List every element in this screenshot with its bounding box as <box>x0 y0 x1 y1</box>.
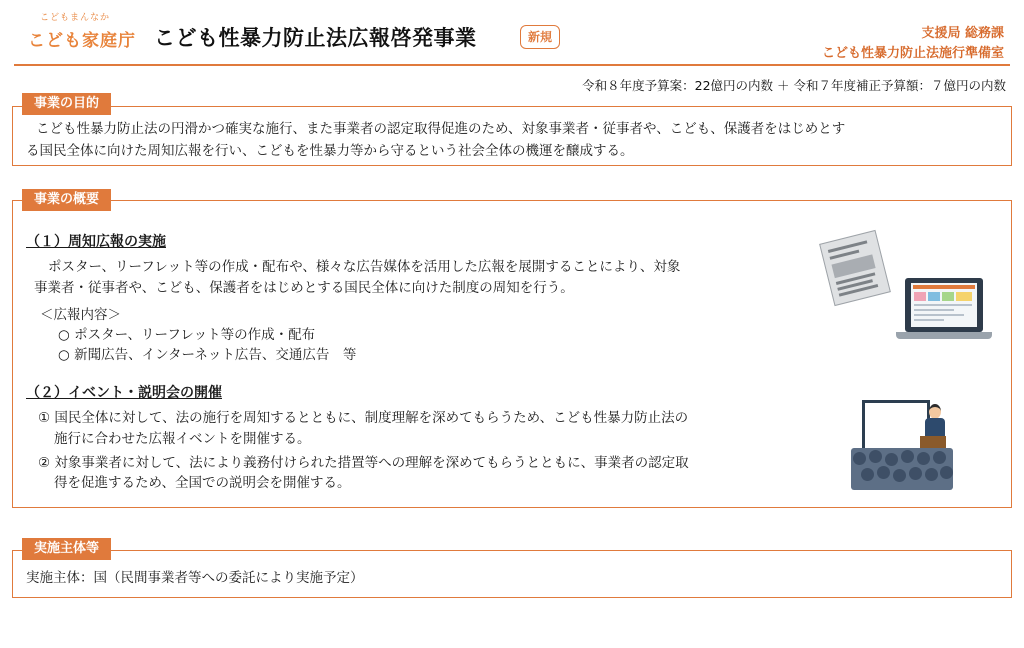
logo-subtitle: こどもまんなか <box>40 13 111 23</box>
laptop-screen-content <box>911 283 977 327</box>
section1-line-1: ポスター、リーフレット等の作成・配布や、様々な広告媒体を活用した広報を展開することにより、対象 <box>48 259 681 275</box>
department-office: こども性暴力防止法施行準備室 <box>821 46 1004 61</box>
laptop-base <box>896 332 992 339</box>
budget-text: 令和８年度予算案：22億円の内数 ＋ 令和７年度補正予算額：７億円の内数 <box>582 78 1006 93</box>
section2-item1-line-1: ① 国民全体に対して、法の施行を周知するとともに、制度理解を深めてもらうため、こども性暴力防止法の <box>38 410 689 426</box>
presenter-head <box>929 404 941 419</box>
content-item-2: ○ 新聞広告、インターネット広告、交通広告 等 <box>58 347 357 363</box>
purpose-tag: 事業の目的 <box>22 93 111 115</box>
logo: こども家庭庁 <box>28 31 136 51</box>
new-badge: 新規 <box>520 25 560 49</box>
overview-tag: 事業の概要 <box>22 189 111 211</box>
section2-item2-line-1: ② 対象事業者に対して、法により義務付けられた措置等への理解を深めてもらうとともに、事業者の認定取 <box>38 455 689 471</box>
section2-item2-line-2: 得を促進するため、全国での説明会を開催する。 <box>54 475 351 491</box>
page-title: こども性暴力防止法広報啓発事業 <box>154 26 477 50</box>
section2-heading: （２）イベント・説明会の開催 <box>26 385 222 401</box>
implementer-tag: 実施主体等 <box>22 538 111 560</box>
section2-item1-line-2: 施行に合わせた広報イベントを開催する。 <box>54 431 311 447</box>
department-bureau: 支援局 総務課 <box>921 26 1004 41</box>
purpose-line-1: こども性暴力防止法の円滑かつ確実な施行、また事業者の認定取得促進のため、対象事業者・従事者や、こども、保護者をはじめとす <box>36 121 846 137</box>
presenter-body <box>925 418 945 438</box>
purpose-line-2: る国民全体に向けた周知広報を行い、こどもを性暴力等から守るという社会全体の機運を醸成する。 <box>26 143 634 159</box>
audience <box>851 448 953 490</box>
section1-line-2: 事業者・従事者や、こども、保護者をはじめとする国民全体に向けた制度の周知を行う。 <box>34 280 574 296</box>
section1-heading: （１）周知広報の実施 <box>26 234 166 250</box>
content-label: ＜広報内容＞ <box>40 307 121 323</box>
content-item-1: ○ ポスター、リーフレット等の作成・配布 <box>58 327 316 343</box>
header-divider <box>14 64 1010 66</box>
implementer-text: 実施主体：国（民間事業者等への委託により実施予定） <box>26 570 364 586</box>
